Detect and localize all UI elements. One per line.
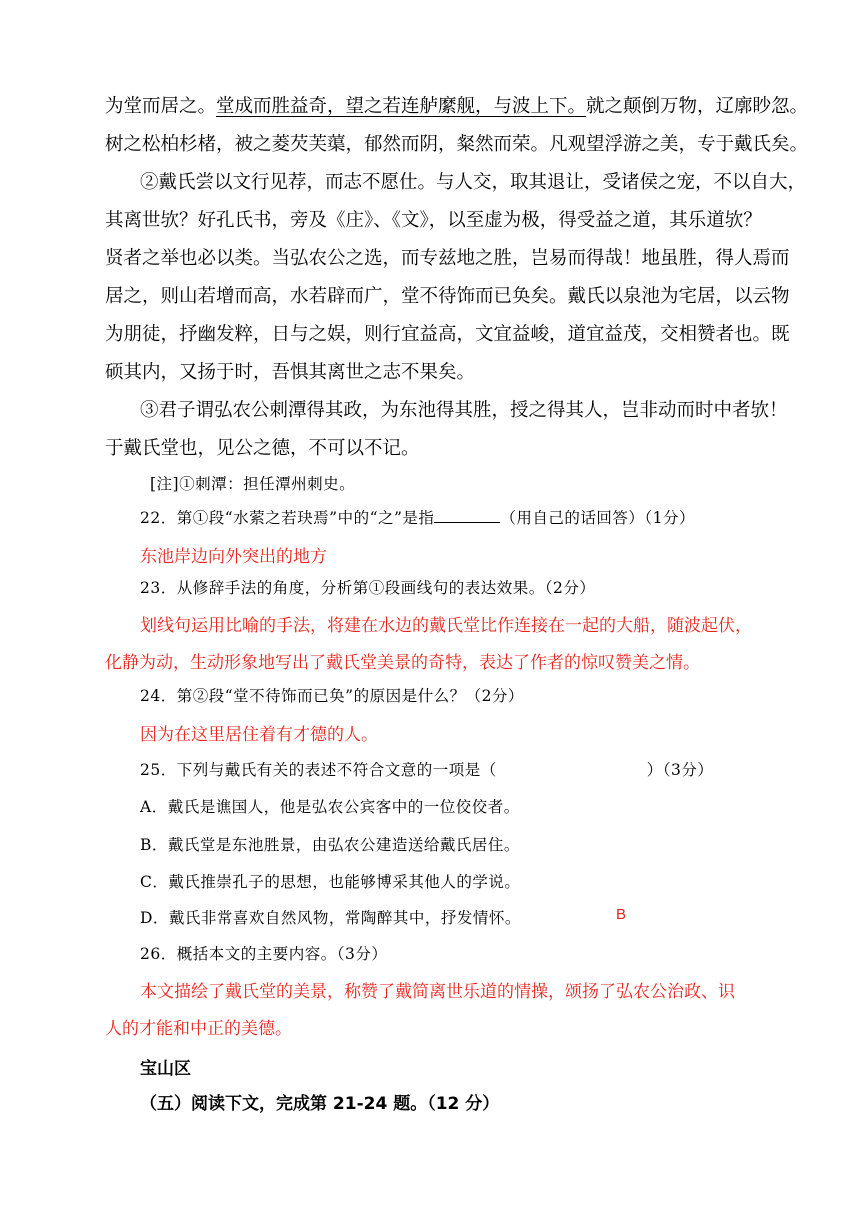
para1-text-end: 就之颠倒万物，辽廓眇忽。 xyxy=(586,96,809,117)
answer-23-line2: 化静为动，生动形象地写出了戴氏堂美景的奇特，表达了作者的惊叹赞美之情。 xyxy=(105,653,700,673)
answer-26-line2: 人的才能和中正的美德。 xyxy=(105,1019,292,1039)
option-b: B．戴氏堂是东池胜景，由弘农公建造送给戴氏居住。 xyxy=(140,836,520,854)
answer-23-line1: 划线句运用比喻的手法，将建在水边的戴氏堂比作连接在一起的大船，随波起伏， xyxy=(140,616,752,636)
question-22: 22．第①段“水萦之若玦焉”中的“之”是指 （用自己的话回答）（1分） xyxy=(140,509,696,527)
para2-line2: 其离世欤？好孔氏书，旁及《庄》、《文》，以至虚为极，得受益之道，其乐道欤？ xyxy=(105,210,762,231)
question-24: 24．第②段“堂不待饰而已奂”的原因是什么？（2分） xyxy=(140,687,524,705)
answer-26-line1: 本文描绘了戴氏堂的美景，称赞了戴简离世乐道的情操，颂扬了弘农公治政、识 xyxy=(140,982,735,1002)
para2-line6: 硕其内，又扬于时，吾惧其离世之志不果矣。 xyxy=(105,362,476,383)
section-title: 宝山区 xyxy=(140,1059,191,1079)
para3-line1: ③君子谓弘农公刺潭得其政，为东池得其胜，授之得其人，岂非动而时中者欤！ xyxy=(140,400,788,421)
option-d: D．戴氏非常喜欢自然风物，常陶醉其中，抒发情怀。 xyxy=(140,909,521,927)
para1-line1 xyxy=(105,92,808,118)
option-a: A．戴氏是谯国人，他是弘农公宾客中的一位佼佼者。 xyxy=(140,798,520,816)
answer-24: 因为在这里居住着有才德的人。 xyxy=(140,725,378,745)
para2-line4: 居之，则山若增而高，水若辟而广，堂不待饰而已奂矣。戴氏以泉池为宅居，以云物 xyxy=(105,286,790,307)
para2-line5: 为朋徒，抒幽发粹，日与之娱，则行宜益高，文宜益峻，道宜益茂，交相赞者也。既 xyxy=(105,324,790,345)
question-25: 25．下列与戴氏有关的表述不符合文意的一项是（ ）（3分） xyxy=(140,761,714,779)
para1-text: 为堂而居之。 xyxy=(105,96,217,117)
footnote: [注]①刺潭：担任潭州刺史。 xyxy=(150,475,356,493)
para2-line1: ②戴氏尝以文行见荐，而志不愿仕。与人交，取其退让，受诸侯之宠，不以自大， xyxy=(140,172,807,193)
answer-blank xyxy=(434,508,500,523)
para2-line3: 贤者之举也必以类。当弘农公之选，而专兹地之胜，岂易而得哉！地虽胜，得人焉而 xyxy=(105,248,790,269)
para3-line2: 于戴氏堂也，见公之德，不可以不记。 xyxy=(105,438,420,459)
answer-22: 东池岸边向外突出的地方 xyxy=(140,547,327,567)
para1-line2: 树之松柏杉楮，被之菱芡芙蕖，郁然而阴，粲然而荣。凡观望浮游之美，专于戴氏矣。 xyxy=(105,134,809,155)
section-subtitle: （五）阅读下文，完成第 21-24 题。（12 分） xyxy=(140,1094,500,1114)
underlined-sentence: 堂成而胜益奇，望之若连舻縻舰，与波上下。 xyxy=(216,96,587,117)
question-23: 23．从修辞手法的角度，分析第①段画线句的表达效果。（2分） xyxy=(140,579,596,597)
option-c: C．戴氏推崇孔子的思想，也能够博采其他人的学说。 xyxy=(140,873,521,891)
answer-25: B xyxy=(616,906,627,923)
question-26: 26．概括本文的主要内容。（3分） xyxy=(140,945,388,963)
